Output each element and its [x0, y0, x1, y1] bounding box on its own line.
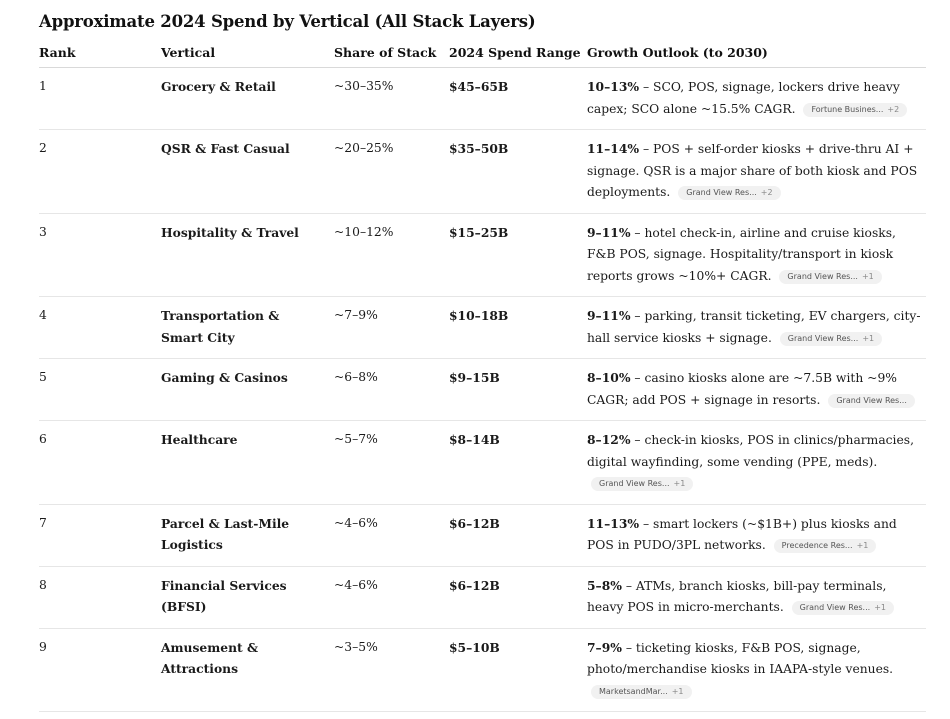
vertical-cell: Gaming & Casinos: [161, 359, 334, 421]
share-cell: ~7–9%: [334, 297, 449, 359]
growth-cell: [587, 359, 926, 421]
spend-cell: $35–50B: [449, 130, 587, 214]
source-more-count: +2: [887, 104, 900, 114]
growth-rate: 10–13%: [587, 79, 640, 94]
growth-cell: [587, 421, 926, 505]
source-citation-chip[interactable]: [792, 601, 894, 615]
rank-cell: 1: [39, 68, 161, 130]
table-row: [39, 421, 926, 505]
source-citation-chip[interactable]: [779, 270, 881, 284]
table-title: Approximate 2024 Spend by Vertical (All Stack Layers): [39, 12, 536, 31]
source-more-count: +1: [862, 333, 875, 343]
spend-cell: $9–15B: [449, 359, 587, 421]
vertical-cell: Financial Services (BFSI): [161, 566, 334, 628]
vertical-cell: Hospitality & Travel: [161, 213, 334, 297]
rank-cell: 9: [39, 628, 161, 712]
source-citation-chip[interactable]: [774, 539, 877, 553]
source-more-count: +1: [874, 603, 886, 612]
table-row: [39, 297, 926, 359]
growth-description: – ticketing kiosks, F&B POS, signage, photo/merchandise kiosks in IAAPA-style venues.: [587, 640, 894, 676]
growth-cell: [587, 68, 926, 130]
growth-rate: 7–9%: [587, 639, 622, 655]
rank-cell: 8: [39, 566, 161, 628]
header-growth: Growth Outlook (to 2030): [587, 45, 926, 68]
growth-cell: [587, 213, 926, 297]
table-row: [39, 359, 926, 421]
source-more-count: +2: [760, 188, 773, 197]
growth-description: – POS + self-order kiosks + drive-thru AI + signage. QSR is a major share of both kiosk and POS deployments.: [587, 142, 918, 199]
growth-description: – SCO, POS, signage, lockers drive heavy capex; SCO alone ~15.5% CAGR.: [587, 80, 900, 116]
source-citation-chip[interactable]: [780, 332, 882, 346]
vertical-cell: QSR & Fast Casual: [161, 130, 334, 214]
header-spend: 2024 Spend Range: [449, 45, 587, 68]
source-name: Grand View Res...: [599, 479, 670, 488]
rank-cell: 2: [39, 130, 161, 214]
source-more-count: +1: [673, 479, 686, 488]
source-name: Grand View Res...: [799, 603, 871, 612]
table-row: [39, 130, 926, 214]
source-name: Precedence Res...: [781, 541, 853, 550]
growth-cell: [587, 130, 926, 214]
share-cell: ~3–5%: [334, 628, 449, 712]
share-cell: ~5–7%: [334, 421, 449, 505]
table-body: [39, 68, 926, 712]
source-more-count: +1: [671, 686, 684, 696]
table-row: [39, 504, 926, 566]
growth-rate: 8–10%: [587, 370, 631, 385]
spend-table: [39, 45, 926, 712]
header-share: Share of Stack: [334, 45, 449, 68]
share-cell: ~10–12%: [334, 213, 449, 297]
growth-description: – smart lockers (~$1B+) plus kiosks and POS in PUDO/3PL networks.: [587, 516, 897, 552]
source-name: Grand View Res...: [686, 188, 757, 197]
source-more-count: +1: [861, 271, 874, 281]
growth-description: – parking, transit ticketing, EV chargers, city-hall service kiosks + signage.: [587, 309, 921, 345]
spend-cell: $5–10B: [449, 628, 587, 712]
vertical-cell: Transportation & Smart City: [161, 297, 334, 359]
spend-cell: $6–12B: [449, 504, 587, 566]
growth-rate: 5–8%: [587, 577, 622, 593]
growth-description: – casino kiosks alone are ~7.5B with ~9% CAGR; add POS + signage in resorts.: [587, 371, 897, 407]
growth-rate: 9–11%: [587, 308, 631, 323]
spend-cell: $15–25B: [449, 213, 587, 297]
growth-rate: 11–13%: [587, 515, 640, 531]
growth-rate: 8–12%: [587, 432, 631, 447]
growth-description: – hotel check-in, airline and cruise kiosks, F&B POS, signage. Hospitality/transport in kiosk reports grows ~10%+ CAGR.: [587, 225, 896, 283]
source-name: MarketsandMar...: [599, 686, 668, 696]
vertical-cell: Healthcare: [161, 421, 334, 505]
source-citation-chip[interactable]: [828, 394, 915, 408]
spend-cell: $6–12B: [449, 566, 587, 628]
source-name: Fortune Busines...: [811, 104, 884, 114]
growth-cell: [587, 566, 926, 628]
source-citation-chip[interactable]: [803, 103, 907, 117]
table-row: [39, 213, 926, 297]
share-cell: ~6–8%: [334, 359, 449, 421]
spend-cell: $10–18B: [449, 297, 587, 359]
table-row: [39, 566, 926, 628]
growth-description: – check-in kiosks, POS in clinics/pharmacies, digital wayfinding, some vending (PPE, meds).: [587, 433, 914, 469]
header-row: [39, 45, 926, 68]
source-name: Grand View Res...: [787, 333, 859, 343]
growth-cell: [587, 297, 926, 359]
share-cell: ~4–6%: [334, 504, 449, 566]
source-citation-chip[interactable]: [591, 477, 693, 491]
spend-table-section: [39, 12, 926, 712]
source-more-count: +1: [856, 541, 869, 550]
spend-cell: $8–14B: [449, 421, 587, 505]
spend-cell: $45–65B: [449, 68, 587, 130]
rank-cell: 4: [39, 297, 161, 359]
share-cell: ~20–25%: [334, 130, 449, 214]
table-row: [39, 68, 926, 130]
rank-cell: 7: [39, 504, 161, 566]
source-citation-chip[interactable]: [591, 685, 692, 699]
source-name: Grand View Res...: [787, 271, 858, 281]
header-vertical: Vertical: [161, 45, 334, 68]
table-row: [39, 628, 926, 712]
source-name: Grand View Res...: [836, 395, 907, 405]
growth-rate: 11–14%: [587, 141, 640, 156]
vertical-cell: Parcel & Last-Mile Logistics: [161, 504, 334, 566]
rank-cell: 5: [39, 359, 161, 421]
source-citation-chip[interactable]: [678, 186, 780, 200]
share-cell: ~30–35%: [334, 68, 449, 130]
vertical-cell: Amusement & Attractions: [161, 628, 334, 712]
share-cell: ~4–6%: [334, 566, 449, 628]
growth-description: – ATMs, branch kiosks, bill-pay terminals, heavy POS in micro-merchants.: [587, 578, 887, 614]
growth-cell: [587, 628, 926, 712]
vertical-cell: Grocery & Retail: [161, 68, 334, 130]
growth-cell: [587, 504, 926, 566]
header-rank: Rank: [39, 45, 161, 68]
growth-rate: 9–11%: [587, 224, 631, 240]
rank-cell: 6: [39, 421, 161, 505]
rank-cell: 3: [39, 213, 161, 297]
